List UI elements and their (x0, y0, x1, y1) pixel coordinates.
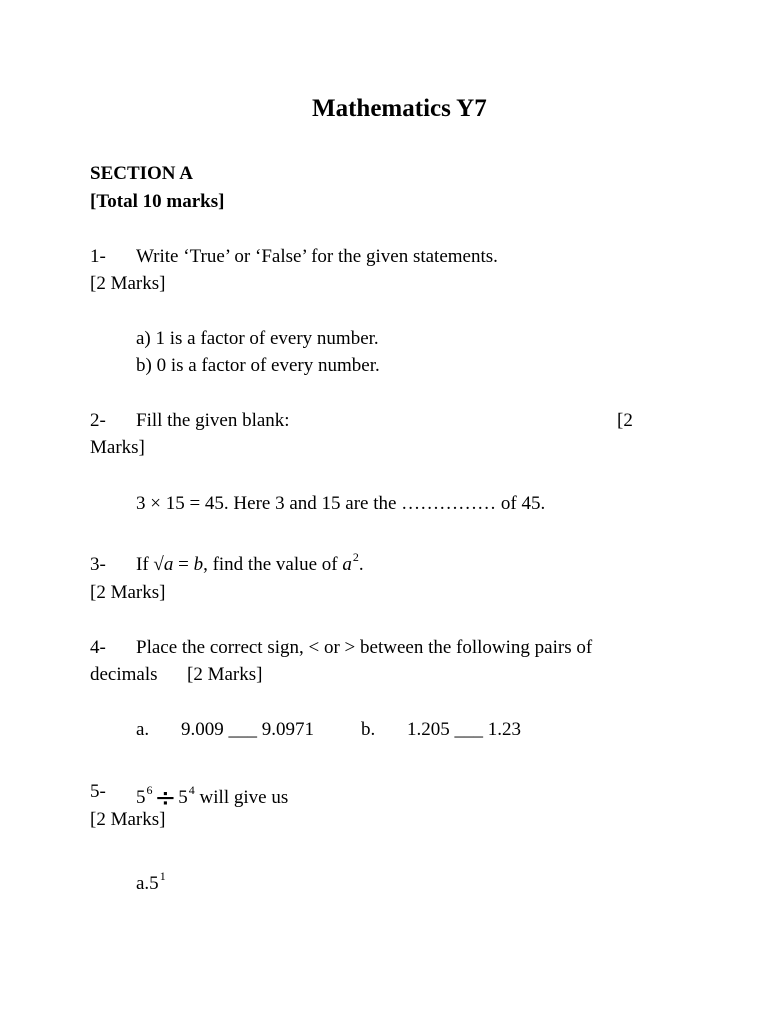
question-number: 5- (90, 781, 106, 802)
question-number: 2- (90, 410, 106, 431)
question-marks: [2 Marks] (90, 273, 166, 294)
question-text: Place the correct sign, < or > between the following pairs of (136, 637, 593, 658)
option-value: 9.009 ___ 9.0971 (181, 719, 314, 740)
question-marks: [2 Marks] (187, 664, 263, 685)
base: 5 (178, 787, 188, 808)
option-text: a.5 (136, 873, 159, 894)
variable-b: b (193, 554, 204, 575)
question-number: 3- (90, 554, 106, 575)
exponent: 4 (188, 783, 195, 797)
option-item (136, 869, 166, 894)
question-number: 4- (90, 637, 106, 658)
question-statement: 3 × 15 = 45. Here 3 and 15 are the …………… of 45. (136, 493, 546, 514)
variable-a: a (342, 554, 352, 575)
question-item: a) 1 is a factor of every number. (136, 328, 379, 349)
question-marks: [2 (617, 410, 633, 431)
base: 5 (136, 787, 146, 808)
exponent: 6 (146, 783, 153, 797)
question-text: Write ‘True’ or ‘False’ for the given statements. (136, 246, 498, 267)
text-run: If √ (136, 554, 164, 575)
variable-a: a (163, 554, 174, 575)
option-value: 1.205 ___ 1.23 (407, 719, 521, 740)
division-icon: ÷ (154, 783, 177, 813)
text-run: , find the value of (203, 554, 343, 575)
section-total: [Total 10 marks] (90, 191, 225, 212)
question-marks-continued: Marks] (90, 437, 145, 458)
question-text (136, 782, 289, 813)
question-marks: [2 Marks] (90, 809, 166, 830)
question-text: Fill the given blank: (136, 410, 290, 431)
text-run: = (173, 554, 194, 575)
question-text (136, 550, 364, 575)
question-text-continued: decimals (90, 664, 158, 685)
text-run: will give us (194, 787, 289, 808)
section-heading: SECTION A (90, 163, 193, 184)
question-number: 1- (90, 246, 106, 267)
text-run: . (358, 554, 364, 575)
question-item: b) 0 is a factor of every number. (136, 355, 380, 376)
question-marks: [2 Marks] (90, 582, 166, 603)
option-label: a. (136, 719, 150, 740)
page-title: Mathematics Y7 (312, 95, 487, 122)
exponent: 2 (352, 550, 359, 564)
option-label: b. (361, 719, 376, 740)
exponent: 1 (159, 869, 166, 883)
